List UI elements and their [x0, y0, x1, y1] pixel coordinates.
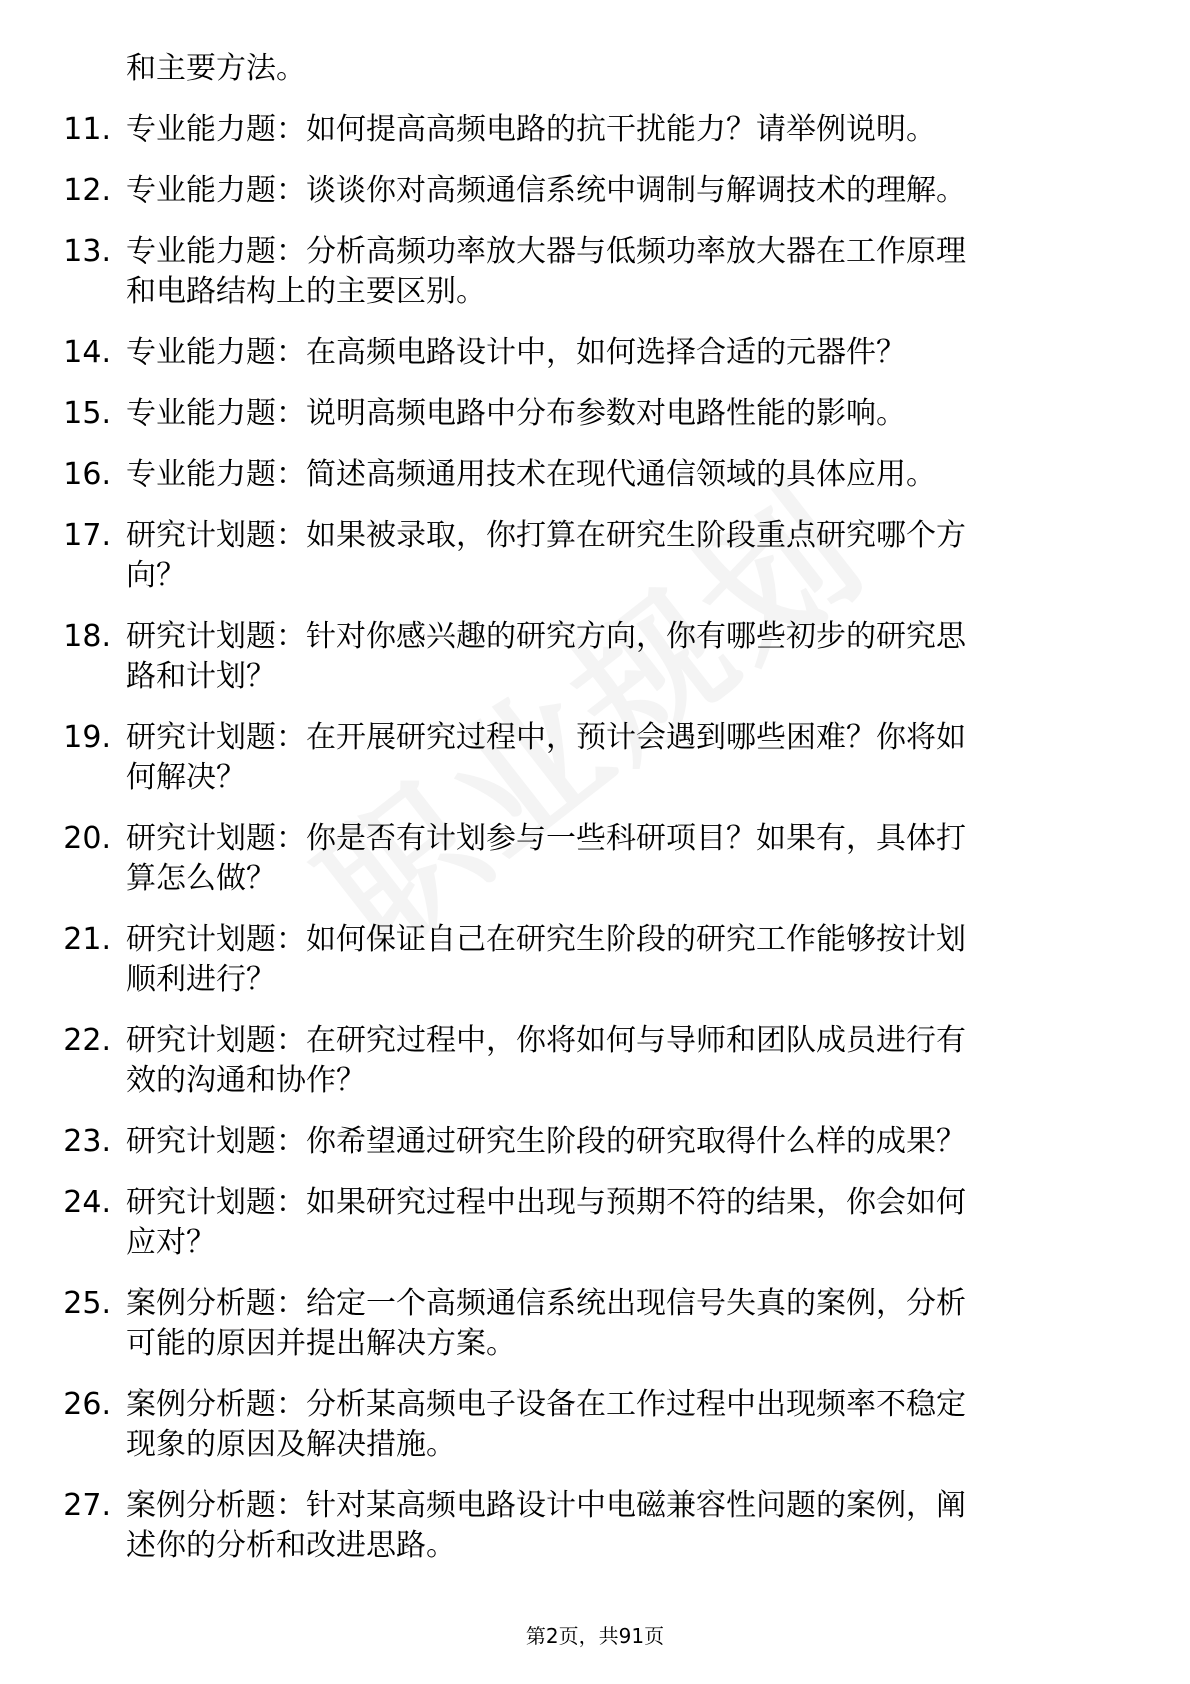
- question-number: 24.: [63, 1185, 111, 1220]
- question-number: 15.: [63, 396, 111, 431]
- question-item: [0, 394, 1190, 434]
- question-number: 27.: [63, 1488, 111, 1523]
- question-item: [0, 819, 1190, 859]
- question-item: [0, 920, 1190, 960]
- question-item: [0, 110, 1190, 150]
- question-text: 研究计划题：如果被录取，你打算在研究生阶段重点研究哪个方: [126, 518, 966, 553]
- question-number: 20.: [63, 821, 111, 856]
- question-number: 14.: [63, 335, 111, 370]
- question-number: 17.: [63, 518, 111, 553]
- question-number: 23.: [63, 1124, 111, 1159]
- question-text: 专业能力题：分析高频功率放大器与低频功率放大器在工作原理: [126, 234, 966, 269]
- question-text: 研究计划题：如何保证自己在研究生阶段的研究工作能够按计划: [126, 922, 966, 957]
- question-text: 专业能力题：在高频电路设计中，如何选择合适的元器件？: [126, 335, 906, 370]
- question-continuation: [0, 1425, 1190, 1465]
- question-text: 研究计划题：如果研究过程中出现与预期不符的结果，你会如何: [126, 1185, 966, 1220]
- question-continuation: [0, 758, 1190, 798]
- question-item: [0, 1183, 1190, 1223]
- question-text: 研究计划题：你希望通过研究生阶段的研究取得什么样的成果？: [126, 1124, 966, 1159]
- question-text: 研究计划题：在开展研究过程中，预计会遇到哪些困难？你将如: [126, 720, 966, 755]
- question-continuation: [0, 1223, 1190, 1263]
- question-number: 26.: [63, 1387, 111, 1422]
- page-footer: 第2页，共91页: [525, 1624, 665, 1648]
- question-continuation: [0, 1324, 1190, 1364]
- question-continuation: [0, 960, 1190, 1000]
- question-text: 案例分析题：给定一个高频通信系统出现信号失真的案例，分析: [126, 1286, 966, 1321]
- question-item: [0, 1122, 1190, 1162]
- question-continuation: [0, 657, 1190, 697]
- question-text: 专业能力题：简述高频通用技术在现代通信领域的具体应用。: [126, 457, 936, 492]
- question-text: 向？: [126, 558, 186, 593]
- question-continuation: [0, 272, 1190, 312]
- question-text: 专业能力题：如何提高高频电路的抗干扰能力？请举例说明。: [126, 112, 936, 147]
- question-text: 效的沟通和协作？: [126, 1063, 366, 1098]
- question-item: [0, 1385, 1190, 1425]
- question-number: 16.: [63, 457, 111, 492]
- question-number: 19.: [63, 720, 111, 755]
- question-number: 25.: [63, 1286, 111, 1321]
- question-text: 案例分析题：分析某高频电子设备在工作过程中出现频率不稳定: [126, 1387, 966, 1422]
- question-text: 和主要方法。: [126, 51, 306, 86]
- question-item: [0, 171, 1190, 211]
- question-item: [0, 617, 1190, 657]
- question-number: 22.: [63, 1023, 111, 1058]
- question-continuation: [0, 556, 1190, 596]
- question-number: 18.: [63, 619, 111, 654]
- question-item: [0, 516, 1190, 556]
- question-item: [0, 1486, 1190, 1526]
- question-text: 和电路结构上的主要区别。: [126, 274, 486, 309]
- question-continuation: [0, 1526, 1190, 1566]
- question-text: 专业能力题：谈谈你对高频通信系统中调制与解调技术的理解。: [126, 173, 966, 208]
- question-item: [0, 1284, 1190, 1324]
- question-list: [0, 49, 1190, 1566]
- question-number: 21.: [63, 922, 111, 957]
- question-text: 案例分析题：针对某高频电路设计中电磁兼容性问题的案例，阐: [126, 1488, 966, 1523]
- question-item: [0, 232, 1190, 272]
- question-text: 路和计划？: [126, 659, 276, 694]
- question-continuation: [0, 49, 1190, 89]
- question-text: 述你的分析和改进思路。: [126, 1528, 456, 1563]
- question-item: [0, 1021, 1190, 1061]
- question-number: 13.: [63, 234, 111, 269]
- question-text: 算怎么做？: [126, 861, 276, 896]
- question-item: [0, 718, 1190, 758]
- question-number: 12.: [63, 173, 111, 208]
- question-continuation: [0, 1061, 1190, 1101]
- question-text: 顺利进行？: [126, 962, 276, 997]
- question-text: 研究计划题：在研究过程中，你将如何与导师和团队成员进行有: [126, 1023, 966, 1058]
- question-text: 可能的原因并提出解决方案。: [126, 1326, 516, 1361]
- question-text: 研究计划题：针对你感兴趣的研究方向，你有哪些初步的研究思: [126, 619, 966, 654]
- question-item: [0, 333, 1190, 373]
- question-text: 现象的原因及解决措施。: [126, 1427, 456, 1462]
- question-item: [0, 455, 1190, 495]
- question-text: 何解决？: [126, 760, 246, 795]
- question-text: 研究计划题：你是否有计划参与一些科研项目？如果有，具体打: [126, 821, 966, 856]
- question-text: 专业能力题：说明高频电路中分布参数对电路性能的影响。: [126, 396, 906, 431]
- question-text: 应对？: [126, 1225, 216, 1260]
- question-continuation: [0, 859, 1190, 899]
- question-number: 11.: [63, 112, 111, 147]
